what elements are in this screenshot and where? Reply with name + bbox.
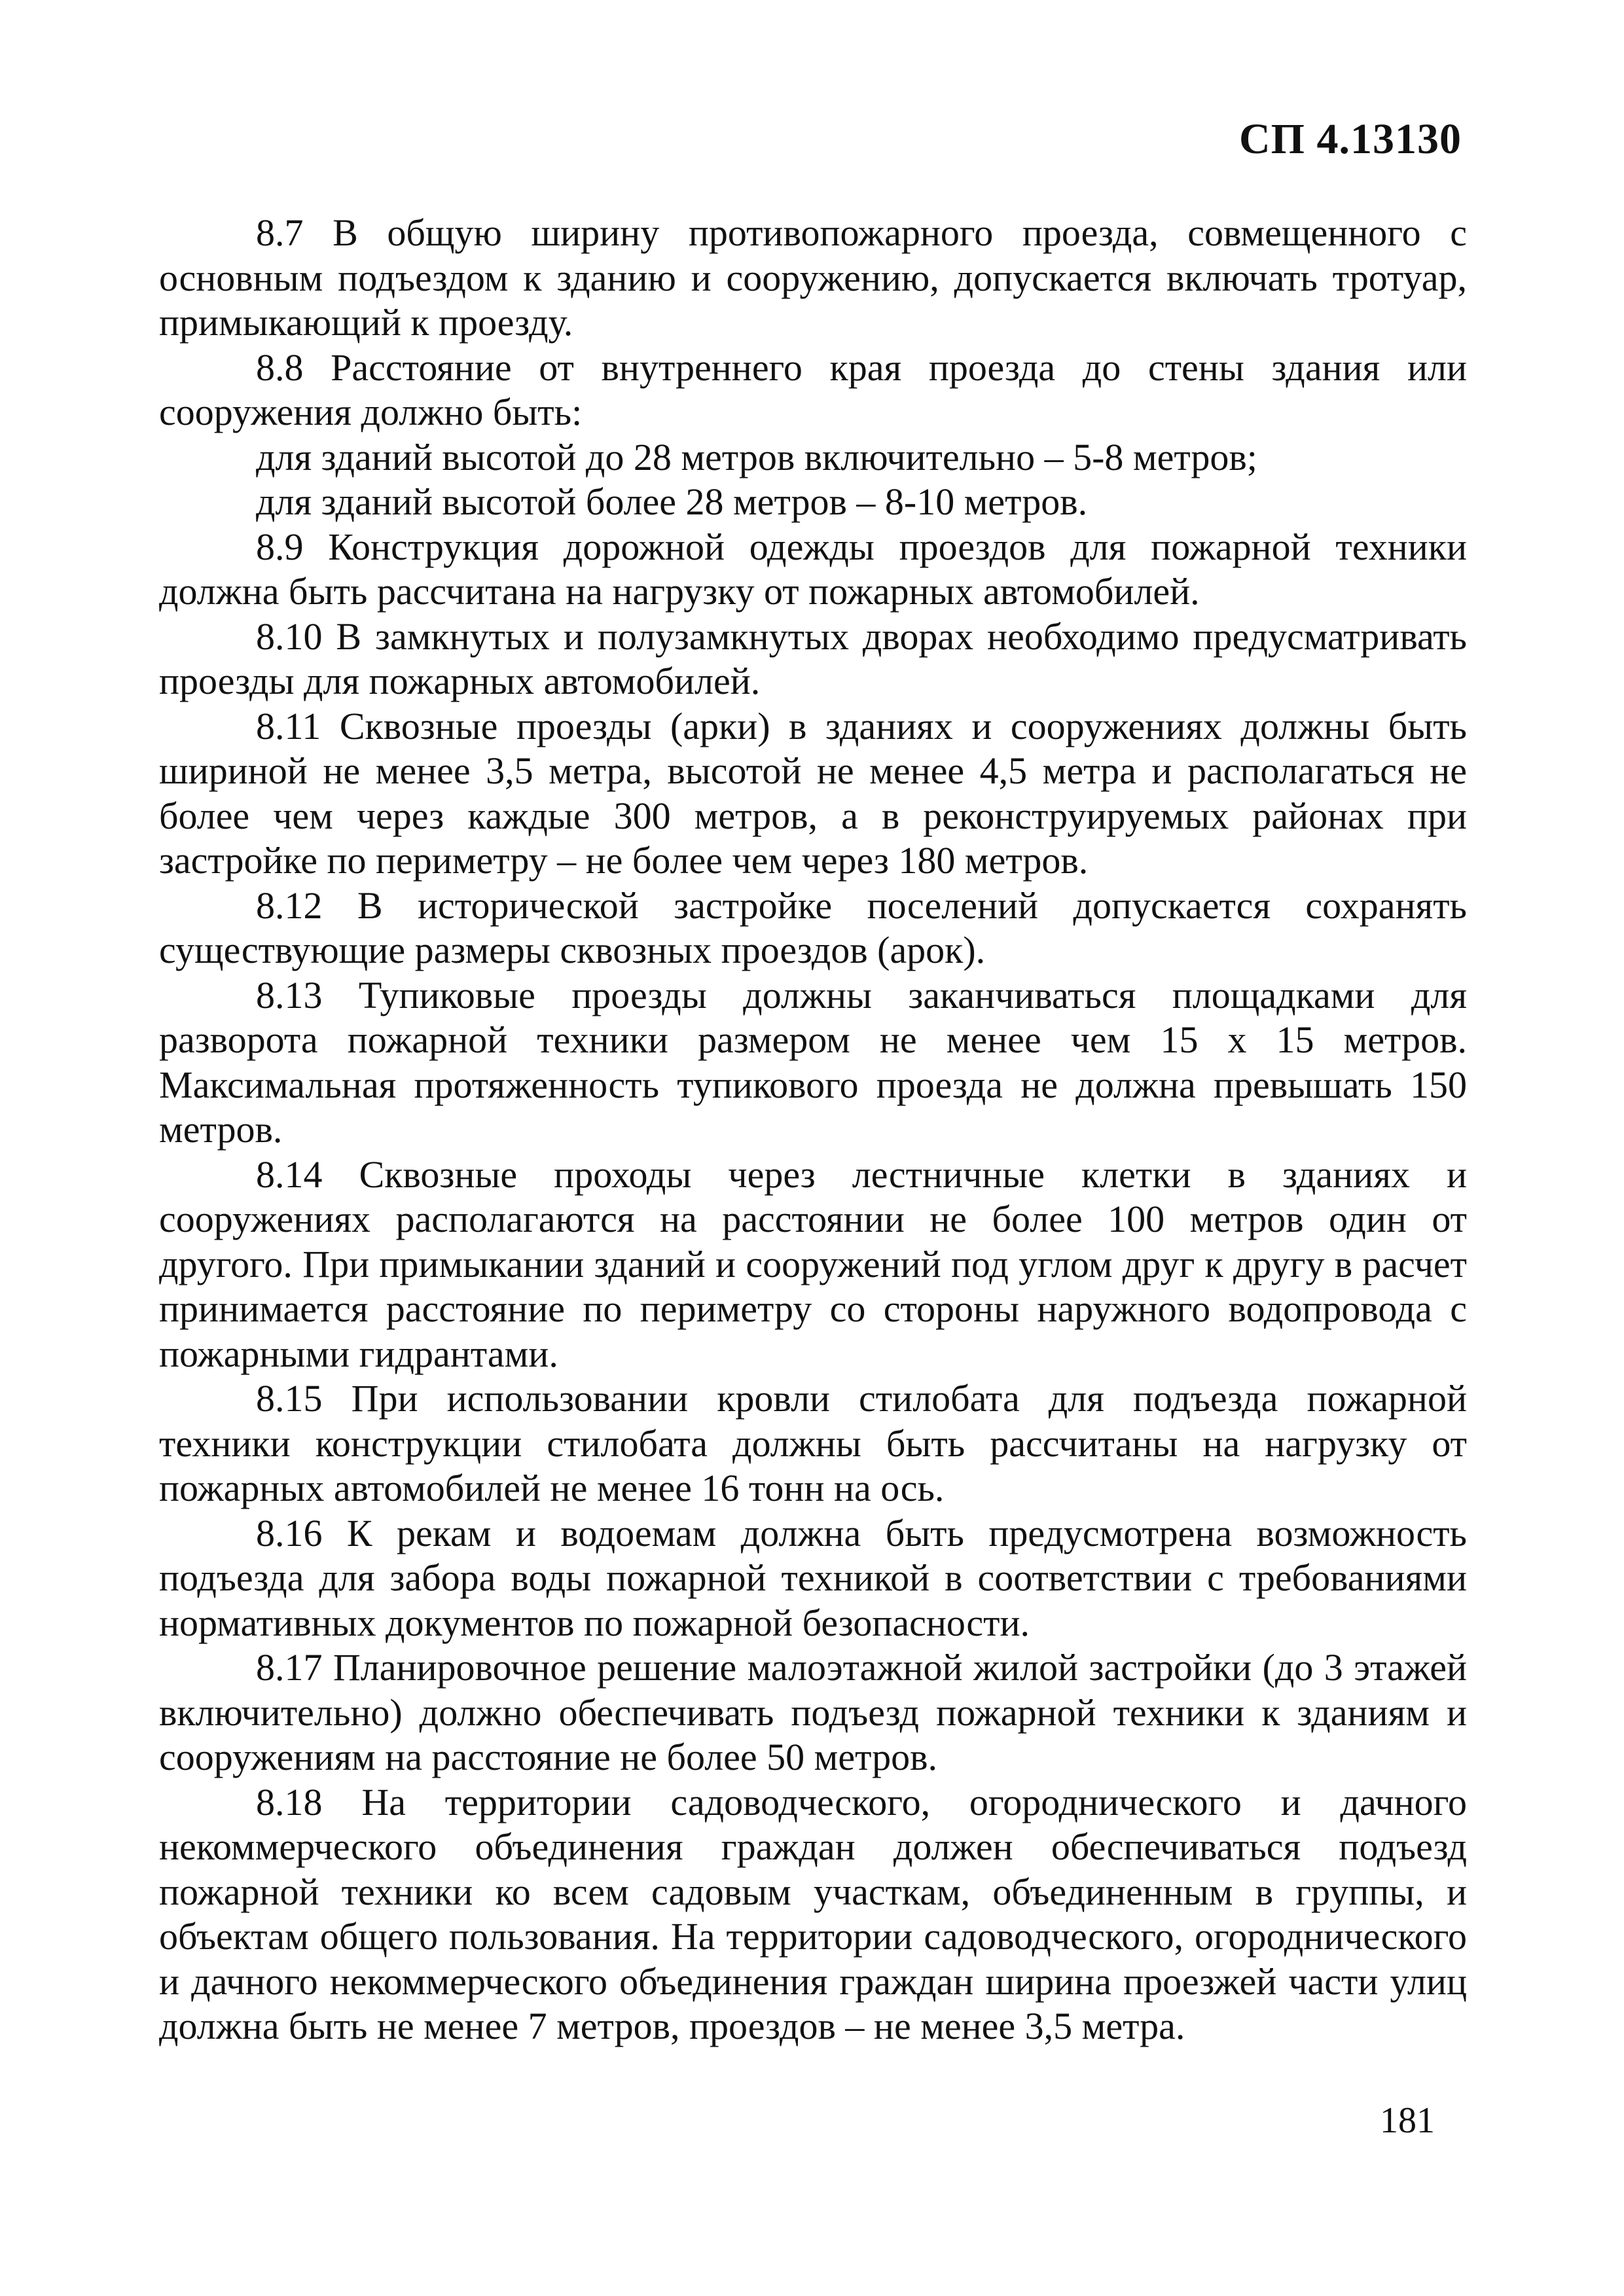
- paragraph-8-9: 8.9 Конструкция дорожной одежды проездов для пожарной техники должна быть рассчитана на нагрузку от пожарных автомобилей.: [159, 525, 1467, 613]
- paragraph-8-17: 8.17 Планировочное решение малоэтажной жилой застройки (до 3 этажей включительно) должно обеспечивать подъезд пожарной техники к зданиям и сооружениям на расстояние не более 50 метров.: [159, 1646, 1467, 1778]
- paragraph-8-16: 8.16 К рекам и водоемам должна быть предусмотрена возможность подъезда для забора воды пожарной техникой в соответствии с требованиями нормативных документов по пожарной безопасности.: [159, 1511, 1467, 1644]
- paragraph-8-15: 8.15 При использовании кровли стилобата для подъезда пожарной техники конструкции стилобата должны быть рассчитаны на нагрузку от пожарных автомобилей не менее 16 тонн на ось.: [159, 1377, 1467, 1509]
- paragraph-8-7: 8.7 В общую ширину противопожарного проезда, совмещенного с основным подъездом к зданию и сооружению, допускается включать тротуар, примыкающий к проезду.: [159, 211, 1467, 344]
- paragraph-8-8: 8.8 Расстояние от внутреннего края проезда до стены здания или сооружения должно быть:: [159, 346, 1467, 433]
- paragraph-8-11: 8.11 Сквозные проезды (арки) в зданиях и сооружениях должны быть шириной не менее 3,5 метра, высотой не менее 4,5 метра и располагаться не более чем через каждые 300 метров, а в реконструируемых районах при застройке по периметру – не более чем через 180 метров.: [159, 704, 1467, 882]
- document-body: [159, 211, 1467, 2049]
- paragraph-8-8-item-1: для зданий высотой до 28 метров включительно – 5-8 метров;: [256, 435, 1257, 478]
- paragraph-8-12: 8.12 В исторической застройке поселений допускается сохранять существующие размеры сквозных проездов (арок).: [159, 884, 1467, 971]
- paragraph-8-13: 8.13 Тупиковые проезды должны заканчиваться площадками для разворота пожарной техники размером не менее чем 15 х 15 метров. Максимальная протяженность тупикового проезда не должна превышать 150 метров.: [159, 973, 1467, 1151]
- paragraph-8-14: 8.14 Сквозные проходы через лестничные клетки в зданиях и сооружениях располагаются на расстоянии не более 100 метров один от другого. При примыкании зданий и сооружений под углом друг к другу в расчет принимается расстояние по периметру со стороны наружного водопровода с пожарными гидрантами.: [159, 1153, 1467, 1375]
- paragraph-8-8-item-2: для зданий высотой более 28 метров – 8-10 метров.: [256, 480, 1088, 523]
- paragraph-8-18: 8.18 На территории садоводческого, огороднического и дачного некоммерческого объединения граждан должен обеспечиваться подъезд пожарной техники ко всем садовым участкам, объединенным в группы, и объектам общего пользования. На территории садоводческого, огороднического и дачного некоммерческого объединения граждан ширина проезжей части улиц должна быть не менее 7 метров, проездов – не менее 3,5 метра.: [159, 1780, 1467, 2047]
- page-number: 181: [1380, 2100, 1435, 2141]
- paragraph-8-10: 8.10 В замкнутых и полузамкнутых дворах необходимо предусматривать проезды для пожарных автомобилей.: [159, 615, 1467, 702]
- document-code: СП 4.13130: [1239, 115, 1462, 163]
